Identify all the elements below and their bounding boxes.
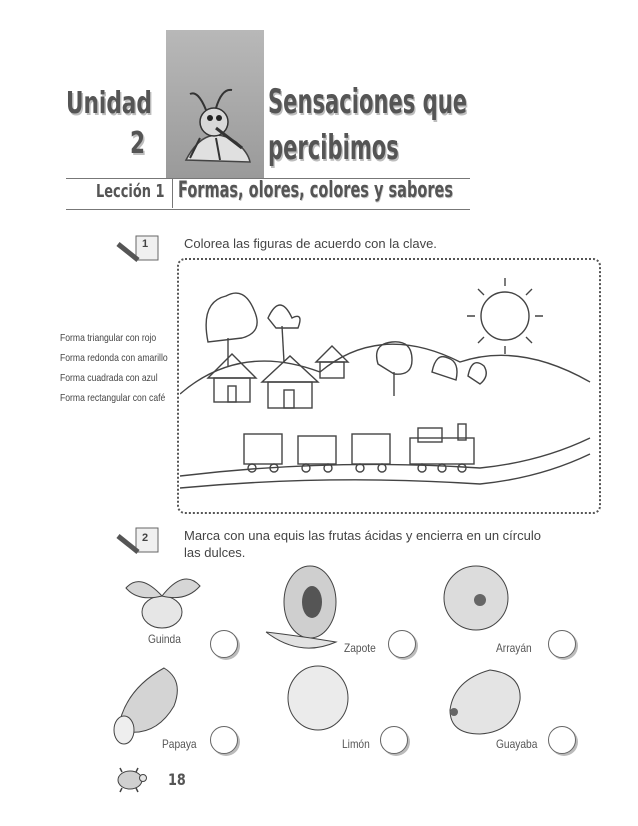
pencil-number-icon xyxy=(116,526,162,556)
answer-circle-papaya[interactable] xyxy=(210,726,238,754)
legend-round: Forma redonda con amarillo xyxy=(60,352,168,364)
legend-square: Forma cuadrada con azul xyxy=(60,372,158,384)
guinda-fruit-icon xyxy=(120,562,204,632)
unit-number: 2 xyxy=(130,126,146,161)
fruit-label-limon: Limón xyxy=(342,737,370,751)
turtle-icon xyxy=(114,764,148,794)
papaya-fruit-icon xyxy=(104,660,190,746)
page-number: 18 xyxy=(168,770,186,789)
fruit-label-guayaba: Guayaba xyxy=(496,737,538,751)
lesson-title: Formas, olores, colores y sabores xyxy=(178,178,453,203)
pencil-number-icon xyxy=(116,234,162,264)
lesson-divider xyxy=(172,178,173,208)
guayaba-fruit-icon xyxy=(440,660,526,740)
zapote-fruit-icon xyxy=(260,562,344,654)
fruit-label-guinda: Guinda xyxy=(148,632,181,646)
activity2-instruction-line2: las dulces. xyxy=(184,545,246,560)
unit-title-line1: Sensaciones que xyxy=(268,82,468,122)
limon-fruit-icon xyxy=(280,660,356,736)
fruit-label-papaya: Papaya xyxy=(162,737,197,751)
answer-circle-zapote[interactable] xyxy=(388,630,416,658)
unit-word: Unidad xyxy=(66,86,152,121)
activity2-number: 2 xyxy=(142,532,149,544)
answer-circle-guayaba[interactable] xyxy=(548,726,576,754)
fruit-label-arrayan: Arrayán xyxy=(496,641,532,655)
answer-circle-arrayan[interactable] xyxy=(548,630,576,658)
answer-circle-limon[interactable] xyxy=(380,726,408,754)
answer-circle-guinda[interactable] xyxy=(210,630,238,658)
unit-title-line2: percibimos xyxy=(268,128,399,168)
arrayan-fruit-icon xyxy=(436,560,516,640)
bird-mascot-icon xyxy=(176,82,256,168)
activity2-instruction-line1: Marca con una equis las frutas ácidas y encierra en un círculo xyxy=(184,528,541,543)
fruit-label-zapote: Zapote xyxy=(344,641,376,655)
activity1-number: 1 xyxy=(142,238,149,250)
legend-rectangular: Forma rectangular con café xyxy=(60,392,166,404)
legend-triangular: Forma triangular con rojo xyxy=(60,332,157,344)
coloring-scene-drawing[interactable] xyxy=(180,262,594,506)
activity1-instruction: Colorea las figuras de acuerdo con la clave. xyxy=(184,236,437,251)
lesson-label: Lección 1 xyxy=(96,181,165,202)
